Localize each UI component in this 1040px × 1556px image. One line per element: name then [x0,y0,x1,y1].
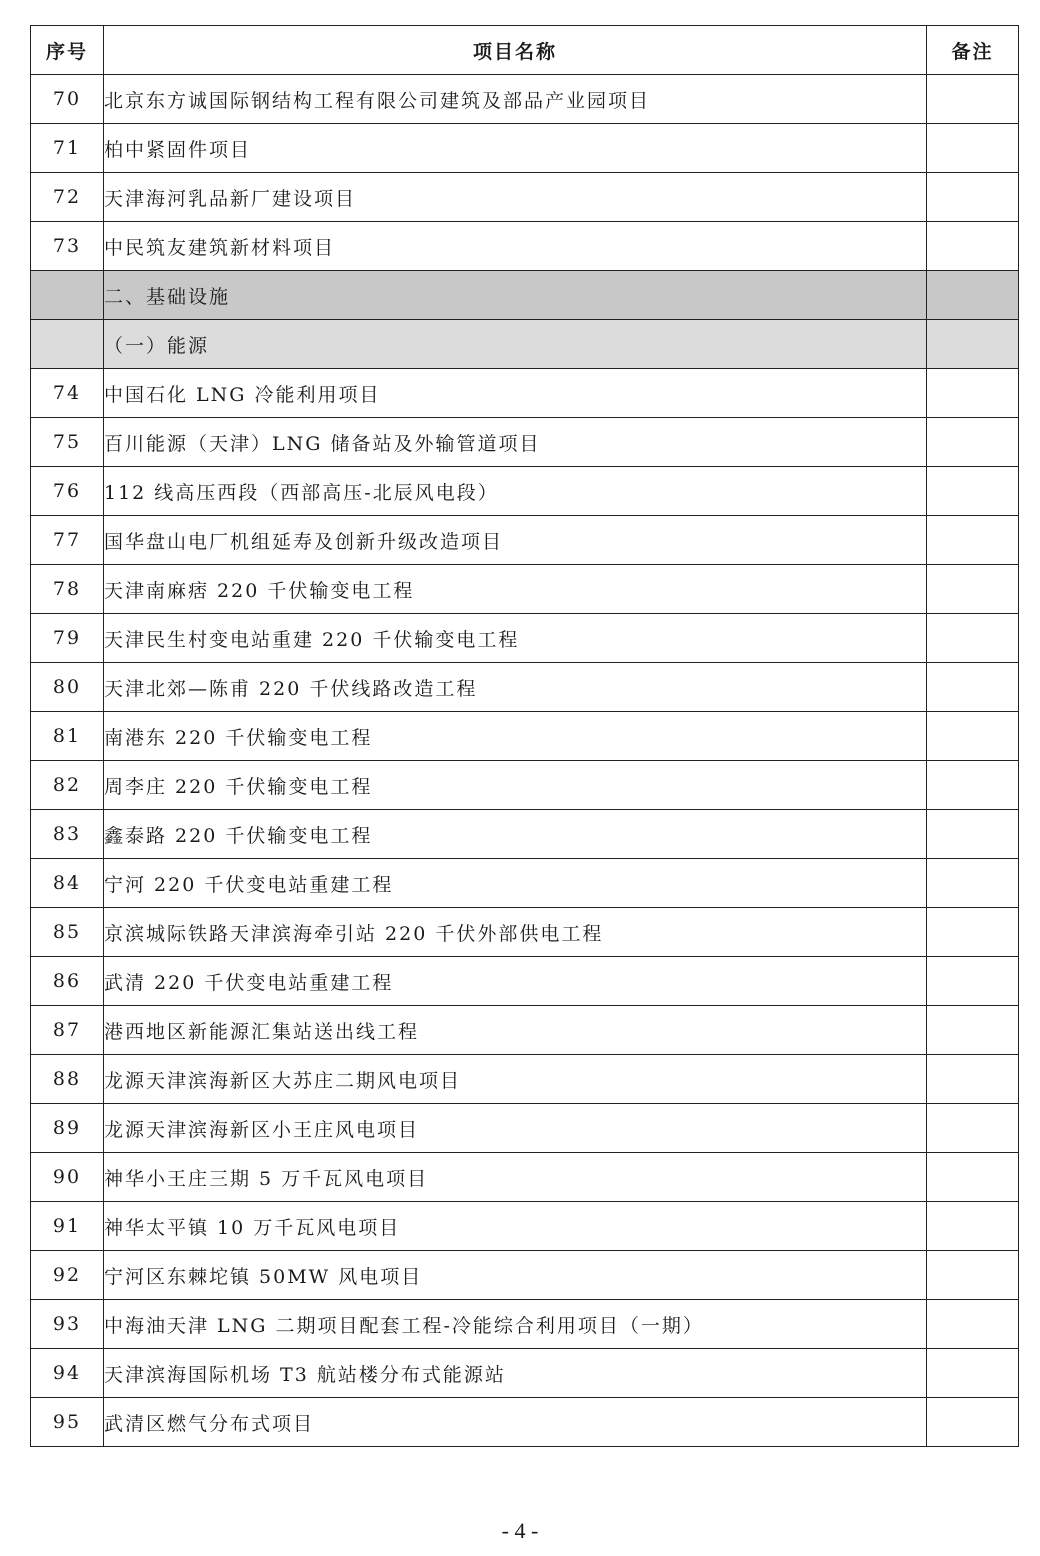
header-name: 项目名称 [104,26,927,75]
cell-note [927,516,1019,565]
cell-note [927,1055,1019,1104]
cell-note [927,712,1019,761]
cell-note [927,1398,1019,1447]
cell-project-name: 武清区燃气分布式项目 [104,1398,927,1447]
cell-seq: 71 [31,124,104,173]
cell-project-name: 112 线高压西段（西部高压-北辰风电段） [104,467,927,516]
cell-project-name: 二、基础设施 [104,271,927,320]
cell-note [927,1300,1019,1349]
table-row [31,516,1019,565]
cell-seq: 83 [31,810,104,859]
cell-seq: 93 [31,1300,104,1349]
table-row [31,565,1019,614]
cell-note [927,271,1019,320]
cell-project-name: 武清 220 千伏变电站重建工程 [104,957,927,1006]
cell-seq: 91 [31,1202,104,1251]
cell-project-name: 鑫泰路 220 千伏输变电工程 [104,810,927,859]
cell-project-name: 柏中紧固件项目 [104,124,927,173]
table-row [31,124,1019,173]
cell-seq: 77 [31,516,104,565]
cell-project-name: 港西地区新能源汇集站送出线工程 [104,1006,927,1055]
cell-seq: 73 [31,222,104,271]
cell-note [927,565,1019,614]
cell-seq: 76 [31,467,104,516]
cell-project-name: 天津北郊—陈甫 220 千伏线路改造工程 [104,663,927,712]
cell-note [927,1349,1019,1398]
cell-project-name: 周李庄 220 千伏输变电工程 [104,761,927,810]
project-table [30,25,1019,1447]
cell-seq: 79 [31,614,104,663]
cell-note [927,810,1019,859]
cell-seq: 80 [31,663,104,712]
table-row [31,614,1019,663]
cell-seq: 92 [31,1251,104,1300]
table-row [31,173,1019,222]
cell-seq: 95 [31,1398,104,1447]
cell-project-name: 天津南麻痞 220 千伏输变电工程 [104,565,927,614]
table-body [31,75,1019,1447]
cell-note [927,1202,1019,1251]
section-heading-row [31,271,1019,320]
table-row [31,761,1019,810]
table-row [31,418,1019,467]
cell-project-name: 宁河区东棘坨镇 50MW 风电项目 [104,1251,927,1300]
cell-note [927,320,1019,369]
cell-project-name: 天津滨海国际机场 T3 航站楼分布式能源站 [104,1349,927,1398]
cell-seq: 85 [31,908,104,957]
cell-project-name: 神华小王庄三期 5 万千瓦风电项目 [104,1153,927,1202]
cell-project-name: 中民筑友建筑新材料项目 [104,222,927,271]
table-row [31,859,1019,908]
cell-note [927,1006,1019,1055]
cell-note [927,369,1019,418]
table-row [31,1153,1019,1202]
table-row [31,1398,1019,1447]
cell-project-name: 龙源天津滨海新区小王庄风电项目 [104,1104,927,1153]
cell-seq: 81 [31,712,104,761]
table-row [31,1202,1019,1251]
table-row [31,663,1019,712]
cell-seq: 78 [31,565,104,614]
table-row [31,467,1019,516]
cell-note [927,859,1019,908]
cell-seq: 84 [31,859,104,908]
table-row [31,1349,1019,1398]
table-row [31,369,1019,418]
cell-seq: 70 [31,75,104,124]
cell-note [927,467,1019,516]
cell-note [927,1104,1019,1153]
cell-note [927,761,1019,810]
cell-seq [31,271,104,320]
cell-project-name: 中海油天津 LNG 二期项目配套工程-冷能综合利用项目（一期） [104,1300,927,1349]
table-row [31,1104,1019,1153]
cell-note [927,173,1019,222]
table-row [31,75,1019,124]
table-row [31,1300,1019,1349]
cell-project-name: 南港东 220 千伏输变电工程 [104,712,927,761]
cell-project-name: 天津海河乳品新厂建设项目 [104,173,927,222]
subsection-heading-row [31,320,1019,369]
cell-note [927,124,1019,173]
table-row [31,908,1019,957]
cell-project-name: 神华太平镇 10 万千瓦风电项目 [104,1202,927,1251]
cell-seq: 75 [31,418,104,467]
table-header [31,26,1019,75]
cell-project-name: 百川能源（天津）LNG 储备站及外输管道项目 [104,418,927,467]
table-row [31,222,1019,271]
cell-project-name: 北京东方诚国际钢结构工程有限公司建筑及部品产业园项目 [104,75,927,124]
table-row [31,957,1019,1006]
cell-seq: 82 [31,761,104,810]
cell-seq: 89 [31,1104,104,1153]
cell-project-name: （一）能源 [104,320,927,369]
cell-seq: 87 [31,1006,104,1055]
page-number: - 4 - [501,1518,539,1543]
cell-project-name: 京滨城际铁路天津滨海牵引站 220 千伏外部供电工程 [104,908,927,957]
cell-project-name: 龙源天津滨海新区大苏庄二期风电项目 [104,1055,927,1104]
table-row [31,712,1019,761]
table-row [31,810,1019,859]
cell-project-name: 宁河 220 千伏变电站重建工程 [104,859,927,908]
cell-note [927,1251,1019,1300]
cell-seq: 72 [31,173,104,222]
cell-note [927,614,1019,663]
cell-note [927,663,1019,712]
cell-seq: 74 [31,369,104,418]
cell-note [927,75,1019,124]
cell-seq: 86 [31,957,104,1006]
cell-note [927,908,1019,957]
cell-seq [31,320,104,369]
table-row [31,1251,1019,1300]
cell-project-name: 中国石化 LNG 冷能利用项目 [104,369,927,418]
cell-seq: 94 [31,1349,104,1398]
cell-note [927,418,1019,467]
cell-project-name: 国华盘山电厂机组延寿及创新升级改造项目 [104,516,927,565]
cell-project-name: 天津民生村变电站重建 220 千伏输变电工程 [104,614,927,663]
cell-seq: 90 [31,1153,104,1202]
header-note: 备注 [927,26,1019,75]
cell-note [927,222,1019,271]
header-seq: 序号 [31,26,104,75]
table-row [31,1006,1019,1055]
cell-note [927,957,1019,1006]
cell-note [927,1153,1019,1202]
header-row [31,26,1019,75]
cell-seq: 88 [31,1055,104,1104]
table-row [31,1055,1019,1104]
